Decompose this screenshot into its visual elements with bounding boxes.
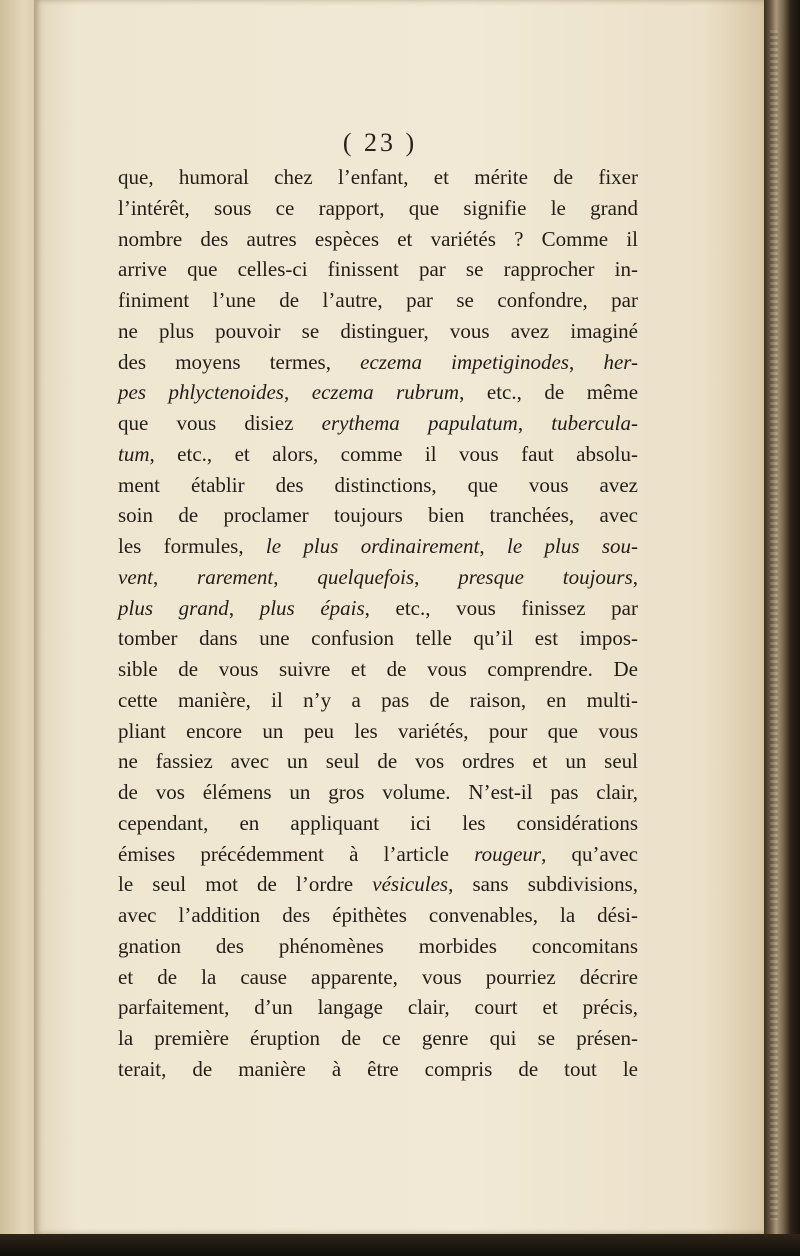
text-line-content xyxy=(118,903,638,927)
text-run: tomber dans une confusion telle qu’il est impos- xyxy=(118,626,638,651)
text-run: , xyxy=(568,349,604,374)
italic-term: vent xyxy=(118,564,153,589)
text-line xyxy=(118,931,638,962)
text-run: les formules, xyxy=(118,534,266,558)
text-line-content xyxy=(118,1026,638,1050)
text-line xyxy=(118,285,638,316)
italic-term: erythema papulatum xyxy=(321,411,518,435)
text-run: sible de vous suivre et de vous comprendre. De xyxy=(118,657,638,681)
text-line xyxy=(118,162,638,193)
text-run: cette manière, il n’y a pas de raison, en multi- xyxy=(118,687,638,712)
text-line-content xyxy=(118,165,638,189)
text-run: , etc., vous finissez par xyxy=(364,595,638,620)
text-line xyxy=(118,470,638,501)
text-line-content xyxy=(118,842,638,866)
text-line-content xyxy=(118,626,638,650)
text-run: nombre des autres espèces et variétés ? Comme il xyxy=(118,226,638,251)
text-run: , xyxy=(283,380,312,405)
text-run: des moyens termes, xyxy=(118,349,361,374)
text-line xyxy=(118,408,638,439)
page-number: ( 23 ) xyxy=(342,128,418,157)
text-line-content xyxy=(118,380,638,404)
text-line xyxy=(118,1023,638,1054)
text-line-content xyxy=(118,227,638,251)
text-line-content xyxy=(118,934,638,958)
text-run: ment établir des distinctions, que vous avez xyxy=(118,472,638,497)
text-line xyxy=(118,992,638,1023)
text-line-content xyxy=(118,565,638,589)
italic-term: eczema impetiginodes xyxy=(360,349,569,374)
text-line xyxy=(118,193,638,224)
text-line-content xyxy=(118,749,638,773)
text-line-content xyxy=(118,411,638,435)
text-run: , etc., de même xyxy=(459,380,639,405)
italic-term: plus grand xyxy=(118,595,229,620)
text-line-content xyxy=(118,596,638,620)
text-run: émises précédemment à l’article xyxy=(118,841,475,866)
text-line xyxy=(118,716,638,747)
italic-term: tum xyxy=(118,441,150,466)
italic-term: presque toujours xyxy=(458,564,633,589)
italic-term: rarement xyxy=(197,564,274,589)
text-line xyxy=(118,254,638,285)
italic-term: her- xyxy=(603,349,639,374)
text-line xyxy=(118,316,638,347)
text-line xyxy=(118,562,638,593)
text-run: parfaitement, d’un langage clair, court et précis, xyxy=(118,995,638,1020)
scan-background xyxy=(0,1234,800,1256)
text-run: gnation des phénomènes morbides concomitans xyxy=(118,933,638,958)
text-run: cependant, en appliquant ici les considérations xyxy=(118,810,638,835)
italic-term: tubercula- xyxy=(551,411,638,435)
text-line xyxy=(118,808,638,839)
text-run: la première éruption de ce genre qui se présen- xyxy=(118,1026,638,1050)
text-line-content xyxy=(118,257,638,281)
text-line xyxy=(118,623,638,654)
italic-term: le plus sou- xyxy=(506,534,639,558)
text-line xyxy=(118,839,638,870)
italic-term: plus épais xyxy=(259,595,365,620)
text-line xyxy=(118,900,638,931)
text-line xyxy=(118,593,638,624)
text-run: , xyxy=(152,564,198,589)
text-run: que vous disiez xyxy=(118,411,322,435)
text-run: , xyxy=(414,564,459,589)
text-line xyxy=(118,746,638,777)
text-line-content xyxy=(118,473,638,497)
italic-term: pes phlyctenoides xyxy=(118,380,284,405)
text-line-content xyxy=(118,1057,638,1081)
body-text xyxy=(118,162,638,1085)
italic-term: quelquefois xyxy=(317,564,415,589)
text-line-content xyxy=(118,688,638,712)
text-line xyxy=(118,439,638,470)
text-run: que, humoral chez l’enfant, et mérite de fixer xyxy=(118,165,638,189)
text-line-content xyxy=(118,350,638,374)
text-line-content xyxy=(118,780,638,804)
text-line-content xyxy=(118,872,638,896)
text-run: terait, de manière à être compris de tout le xyxy=(118,1056,638,1081)
text-run: le seul mot de l’ordre xyxy=(118,872,373,897)
text-run: soin de proclamer toujours bien tranchées, avec xyxy=(118,503,638,528)
italic-term: eczema rubrum xyxy=(311,380,460,405)
text-line-content xyxy=(118,534,638,558)
text-line-content xyxy=(118,288,638,312)
text-line xyxy=(118,531,638,562)
text-line-content xyxy=(118,657,638,681)
text-run: , qu’avec xyxy=(541,841,638,866)
text-line xyxy=(118,962,638,993)
text-run: finiment l’une de l’autre, par se confondre, par xyxy=(118,288,638,312)
text-run: l’intérêt, sous ce rapport, que signifie le grand xyxy=(118,195,638,220)
text-line-content xyxy=(118,811,638,835)
text-run: , xyxy=(479,534,507,558)
page-stack-edge xyxy=(770,30,778,1220)
text-line xyxy=(118,347,638,378)
text-line xyxy=(118,224,638,255)
text-line-content xyxy=(118,442,638,466)
text-run: arrive que celles-ci finissent par se rapprocher in- xyxy=(118,257,638,282)
text-run: , xyxy=(228,595,260,620)
text-line xyxy=(118,654,638,685)
text-run: , xyxy=(632,564,638,589)
text-line-content xyxy=(118,319,638,343)
italic-term: rougeur xyxy=(474,841,542,866)
text-line xyxy=(118,869,638,900)
text-run: de vos élémens un gros volume. N’est-il pas clair, xyxy=(118,780,638,804)
italic-term: vésicules xyxy=(372,872,449,897)
text-line xyxy=(118,500,638,531)
text-run: ne fassiez avec un seul de vos ordres et un seul xyxy=(118,749,638,774)
text-line-content xyxy=(118,196,638,220)
text-run: ne plus pouvoir se distinguer, vous avez imaginé xyxy=(118,318,638,343)
text-line xyxy=(118,377,638,408)
text-line-content xyxy=(118,965,638,989)
text-run: , xyxy=(517,411,552,435)
text-run: avec l’addition des épithètes convenables, la dési- xyxy=(118,903,638,927)
text-run: , sans subdivisions, xyxy=(448,872,639,897)
text-line xyxy=(118,777,638,808)
text-run: et de la cause apparente, vous pourriez décrire xyxy=(118,964,638,989)
text-line xyxy=(118,1054,638,1085)
text-run: , etc., et alors, comme il vous faut absolu- xyxy=(149,441,638,466)
text-line xyxy=(118,685,638,716)
text-line-content xyxy=(118,995,638,1019)
italic-term: le plus ordinairement xyxy=(265,534,480,558)
text-run: pliant encore un peu les variétés, pour que vous xyxy=(118,718,638,743)
text-line-content xyxy=(118,719,638,743)
text-run: , xyxy=(273,564,318,589)
text-line-content xyxy=(118,503,638,527)
